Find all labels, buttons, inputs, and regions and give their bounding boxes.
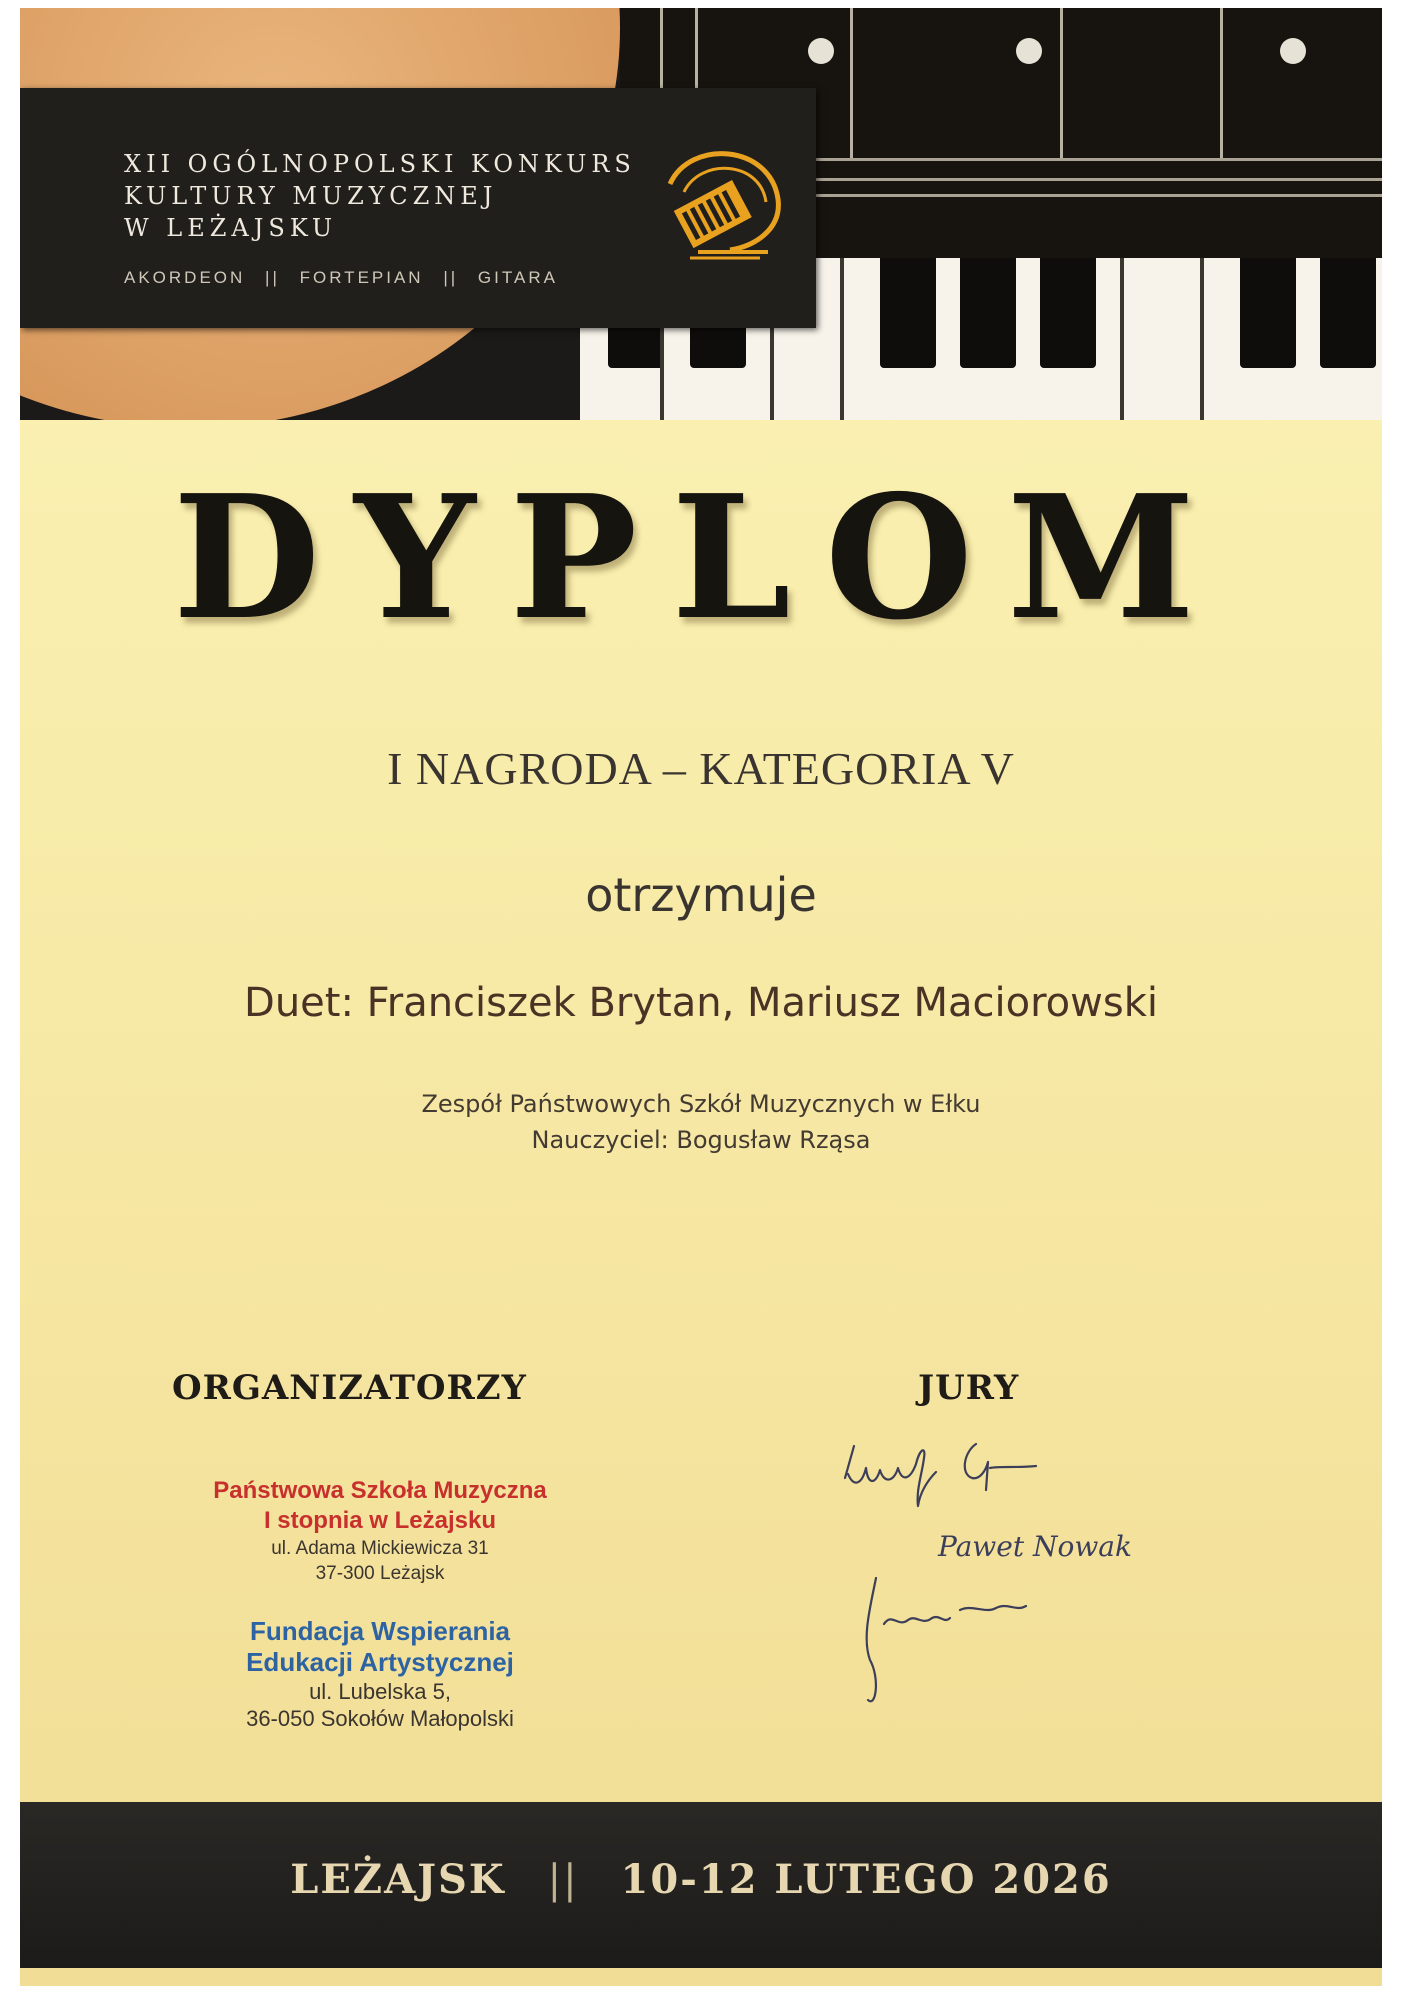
diploma-title: DYPLOM bbox=[172, 458, 1230, 658]
instrument-separator: || bbox=[265, 268, 280, 287]
jury-signature-name: Pawet Nowak bbox=[938, 1530, 1132, 1563]
header-banner bbox=[20, 8, 1382, 420]
event-dates: 10-12 LUTEGO 2026 bbox=[620, 1856, 1112, 1903]
instrument-piano: FORTEPIAN bbox=[299, 268, 424, 287]
organizer-address-line: 37-300 Leżajsk bbox=[315, 1563, 445, 1584]
award-title: I NAGRODA – KATEGORIA V bbox=[387, 743, 1015, 794]
organizer-school bbox=[140, 1476, 620, 1586]
recipient-name: Duet: Franciszek Brytan, Mariusz Maciorowski bbox=[244, 980, 1158, 1026]
accordion-logo-icon bbox=[660, 144, 790, 264]
contest-title-line-3: W LEŻAJSKU bbox=[124, 214, 338, 242]
organizer-name-line: Państwowa Szkoła Muzyczna bbox=[213, 1477, 547, 1504]
organizer-address-line: ul. Lubelska 5, bbox=[309, 1679, 451, 1704]
organizer-foundation bbox=[140, 1616, 620, 1732]
organizer-name-line: Fundacja Wspierania bbox=[249, 1616, 511, 1646]
instrument-guitar: GITARA bbox=[477, 268, 558, 287]
jury-heading: JURY bbox=[918, 1368, 1020, 1408]
contest-title-line-1: XII OGÓLNOPOLSKI KONKURS bbox=[124, 150, 636, 178]
teacher-name: Nauczyciel: Bogusław Rząsa bbox=[531, 1126, 871, 1154]
footer-separator: || bbox=[547, 1857, 579, 1903]
instrument-accordion: AKORDEON bbox=[124, 268, 246, 287]
footer-band bbox=[20, 1802, 1382, 1968]
organizer-address-line: ul. Adama Mickiewicza 31 bbox=[271, 1538, 489, 1559]
jury-signatures-image bbox=[840, 1428, 1160, 1708]
contest-title-panel bbox=[20, 88, 816, 328]
instruments-line bbox=[124, 268, 558, 288]
organizer-name-line: I stopnia w Leżajsku bbox=[263, 1507, 497, 1534]
footer-place-date bbox=[20, 1856, 1382, 1903]
organizer-address-line: 36-050 Sokołów Małopolski bbox=[246, 1706, 514, 1731]
organizer-name-line: Edukacji Artystycznej bbox=[246, 1647, 514, 1677]
contest-title-line-2: KULTURY MUZYCZNEJ bbox=[124, 182, 498, 210]
school-name: Zespół Państwowych Szkół Muzycznych w Ełku bbox=[421, 1090, 981, 1118]
event-place: LEŻAJSK bbox=[290, 1856, 506, 1903]
receives-label: otrzymuje bbox=[585, 868, 817, 922]
instrument-separator: || bbox=[443, 268, 459, 287]
organizers-heading: ORGANIZATORZY bbox=[172, 1368, 527, 1408]
diploma-sheet bbox=[20, 8, 1382, 1986]
